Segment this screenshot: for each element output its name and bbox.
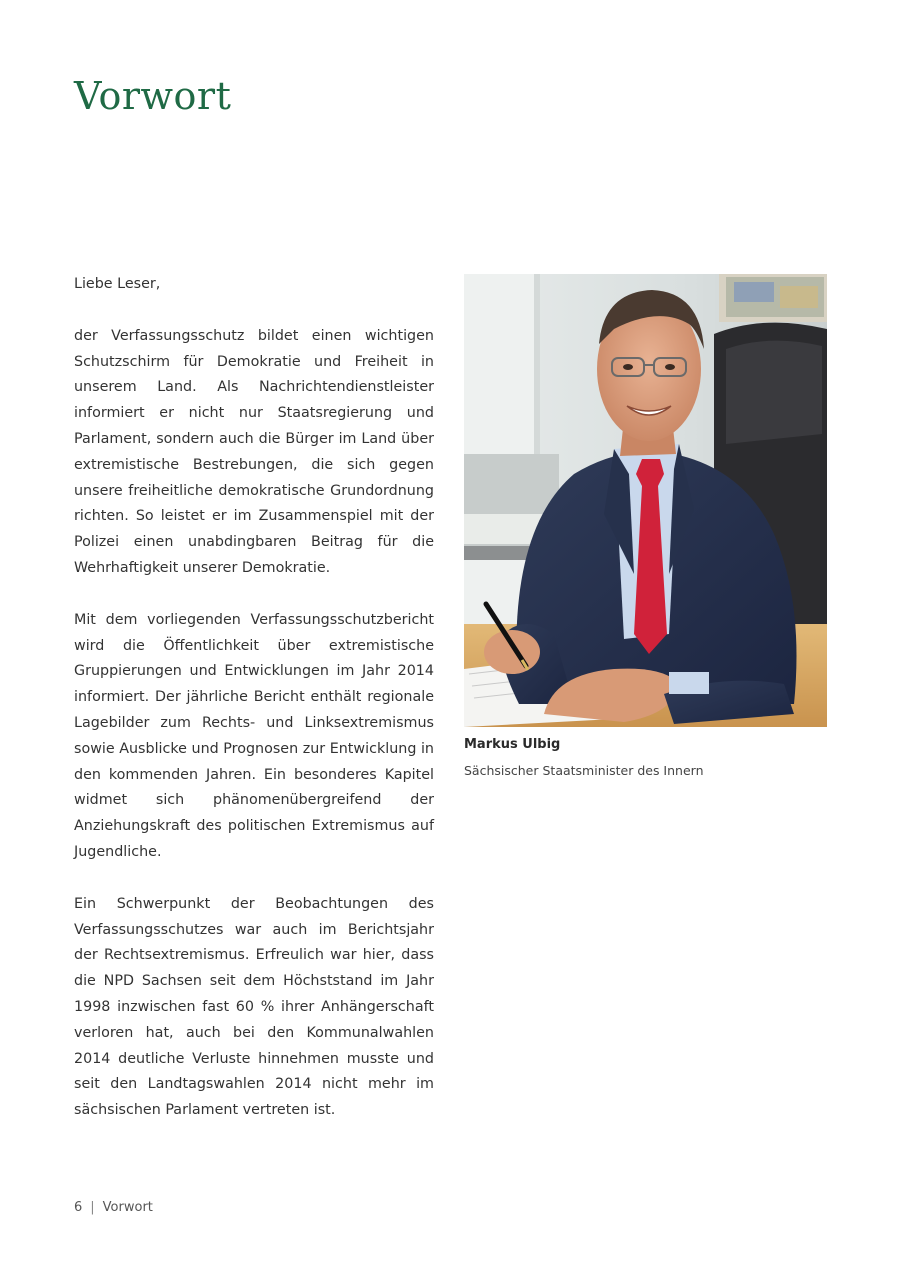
page-title: Vorwort — [74, 74, 232, 118]
photo-caption-name: Markus Ulbig — [464, 737, 561, 752]
foreword-text — [74, 272, 434, 1150]
page-footer — [74, 1200, 153, 1215]
paragraph-1: der Verfassungsschutz bildet einen wichtigen Schutzschirm für Demokratie und Freiheit in unserem Land. Als Nachrichtendienstleister informiert er nicht nur Staatsregierung und Parlament, sondern auch die Bürger im Land über extremistische Bestrebungen, die sich gegen unsere freiheitliche demokratische Grundordnung richten. So leistet er im Zusammenspiel mit der Polizei einen unabdingbaren Beitrag für die Wehrhaftigkeit unserer Demokratie. — [74, 327, 434, 576]
paragraph-3: Ein Schwerpunkt der Beobachtungen des Verfassungsschutzes war auch im Berichtsjahr der Rechtsextremismus. Erfreulich war hier, dass die NPD Sachsen seit dem Höchststand im Jahr 1998 inzwischen fast 60 % ihrer Anhängerschaft verloren hat, auch bei den Kommunalwahlen 2014 deutliche Verluste hinnehmen musste und seit den Landtagswahlen 2014 nicht mehr im sächsischen Parlament vertreten ist. — [74, 895, 434, 1119]
footer-section: Vorwort — [102, 1200, 153, 1215]
footer-separator: | — [90, 1200, 95, 1215]
portrait-photo — [464, 274, 827, 727]
salutation: Liebe Leser, — [74, 276, 161, 292]
paragraph-2: Mit dem vorliegenden Verfassungsschutzbericht wird die Öffentlichkeit über extremistische Gruppierungen und Entwicklungen im Jahr 2014 informiert. Der jährliche Bericht enthält regionale Lagebilder zum Rechts- und Linksextremismus sowie Ausblicke und Prognosen zur Entwicklung in den kommenden Jahren. Ein besonderes Kapitel widmet sich phänomenübergreifend der Anziehungskraft des politischen Extremismus auf Jugendliche. — [74, 611, 434, 860]
photo-caption-role: Sächsischer Staatsminister des Innern — [464, 763, 704, 778]
page-number: 6 — [74, 1200, 83, 1215]
